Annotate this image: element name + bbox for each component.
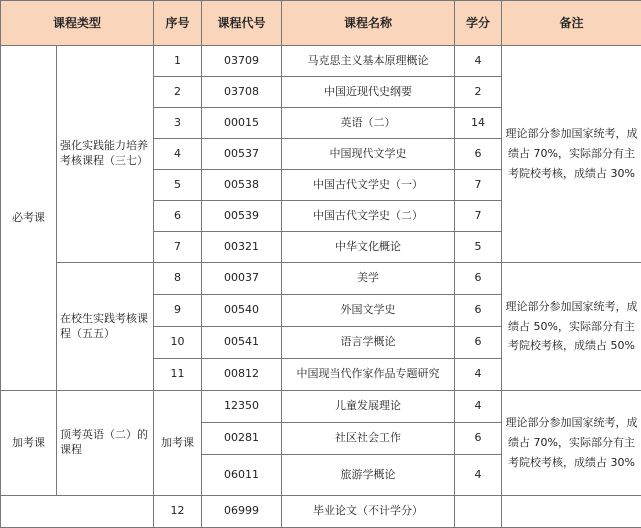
- empty-type-cell: [1, 496, 154, 528]
- cell-name: 外国文学史: [282, 295, 455, 327]
- subsection-practice-37: 强化实践能力培养考核课程（三七）: [57, 46, 154, 263]
- cell-credit: 14: [455, 108, 502, 139]
- cell-name: 中国现代文学史: [282, 139, 455, 170]
- section-required: 必考课: [1, 46, 57, 391]
- note-group-1: 理论部分参加国家统考，成绩占 70%，实际部分有主考院校考核，成绩占 30%: [502, 46, 641, 263]
- cell-seq: 1: [154, 46, 202, 77]
- table-row: [1, 391, 641, 423]
- cell-code: 00037: [202, 263, 282, 295]
- cell-code: 06999: [202, 496, 282, 528]
- cell-name: 儿童发展理论: [282, 391, 455, 423]
- cell-name: 社区社会工作: [282, 423, 455, 455]
- cell-seq: 10: [154, 327, 202, 359]
- cell-credit: 2: [455, 77, 502, 108]
- cell-credit: 6: [455, 327, 502, 359]
- cell-name: 中国古代文学史（一）: [282, 170, 455, 201]
- cell-credit: 5: [455, 232, 502, 263]
- cell-seq: 9: [154, 295, 202, 327]
- cell-credit: 4: [455, 359, 502, 391]
- cell-seq: 4: [154, 139, 202, 170]
- subsection-practice-55: 在校生实践考核课程（五五）: [57, 263, 154, 391]
- cell-credit: 6: [455, 423, 502, 455]
- header-credit: 学分: [455, 1, 502, 46]
- cell-code: 06011: [202, 455, 282, 496]
- table-row: [1, 496, 641, 528]
- header-name: 课程名称: [282, 1, 455, 46]
- cell-name: 中国近现代史纲要: [282, 77, 455, 108]
- header-note: 备注: [502, 1, 641, 46]
- cell-seq: 6: [154, 201, 202, 232]
- cell-code: 00015: [202, 108, 282, 139]
- cell-code: 00321: [202, 232, 282, 263]
- cell-seq: 7: [154, 232, 202, 263]
- extra-condition: 顶考英语（二）的课程: [57, 391, 154, 496]
- cell-seq: 2: [154, 77, 202, 108]
- section-extra: 加考课: [1, 391, 57, 496]
- header-seq: 序号: [154, 1, 202, 46]
- note-group-3: 理论部分参加国家统考，成绩占 70%，实际部分有主考院校考核，成绩占 30%: [502, 391, 641, 496]
- cell-credit: 6: [455, 139, 502, 170]
- cell-seq: 11: [154, 359, 202, 391]
- table-row: [1, 263, 641, 295]
- cell-credit: 6: [455, 295, 502, 327]
- cell-code: 00541: [202, 327, 282, 359]
- cell-code: 03708: [202, 77, 282, 108]
- cell-name: 旅游学概论: [282, 455, 455, 496]
- cell-credit: [455, 496, 502, 528]
- table-row: [1, 46, 641, 77]
- cell-seq: 8: [154, 263, 202, 295]
- cell-name: 中国古代文学史（二）: [282, 201, 455, 232]
- empty-note-cell: [502, 496, 641, 528]
- cell-name: 毕业论文（不计学分）: [282, 496, 455, 528]
- extra-seq-label: 加考课: [154, 391, 202, 496]
- cell-credit: 7: [455, 201, 502, 232]
- cell-name: 马克思主义基本原理概论: [282, 46, 455, 77]
- header-course-type: 课程类型: [1, 1, 154, 46]
- header-code: 课程代号: [202, 1, 282, 46]
- cell-name: 美学: [282, 263, 455, 295]
- cell-code: 00540: [202, 295, 282, 327]
- cell-name: 语言学概论: [282, 327, 455, 359]
- cell-code: 00537: [202, 139, 282, 170]
- cell-code: 12350: [202, 391, 282, 423]
- cell-credit: 7: [455, 170, 502, 201]
- cell-credit: 4: [455, 391, 502, 423]
- cell-code: 03709: [202, 46, 282, 77]
- cell-credit: 6: [455, 263, 502, 295]
- cell-code: 00539: [202, 201, 282, 232]
- cell-name: 中国现当代作家作品专题研究: [282, 359, 455, 391]
- cell-code: 00538: [202, 170, 282, 201]
- cell-code: 00812: [202, 359, 282, 391]
- cell-seq: 3: [154, 108, 202, 139]
- cell-seq: 12: [154, 496, 202, 528]
- cell-seq: 5: [154, 170, 202, 201]
- cell-credit: 4: [455, 46, 502, 77]
- cell-credit: 4: [455, 455, 502, 496]
- cell-name: 中华文化概论: [282, 232, 455, 263]
- cell-code: 00281: [202, 423, 282, 455]
- cell-name: 英语（二）: [282, 108, 455, 139]
- note-group-2: 理论部分参加国家统考，成绩占 50%，实际部分有主考院校考核，成绩占 50%: [502, 263, 641, 391]
- header-row: [1, 1, 641, 46]
